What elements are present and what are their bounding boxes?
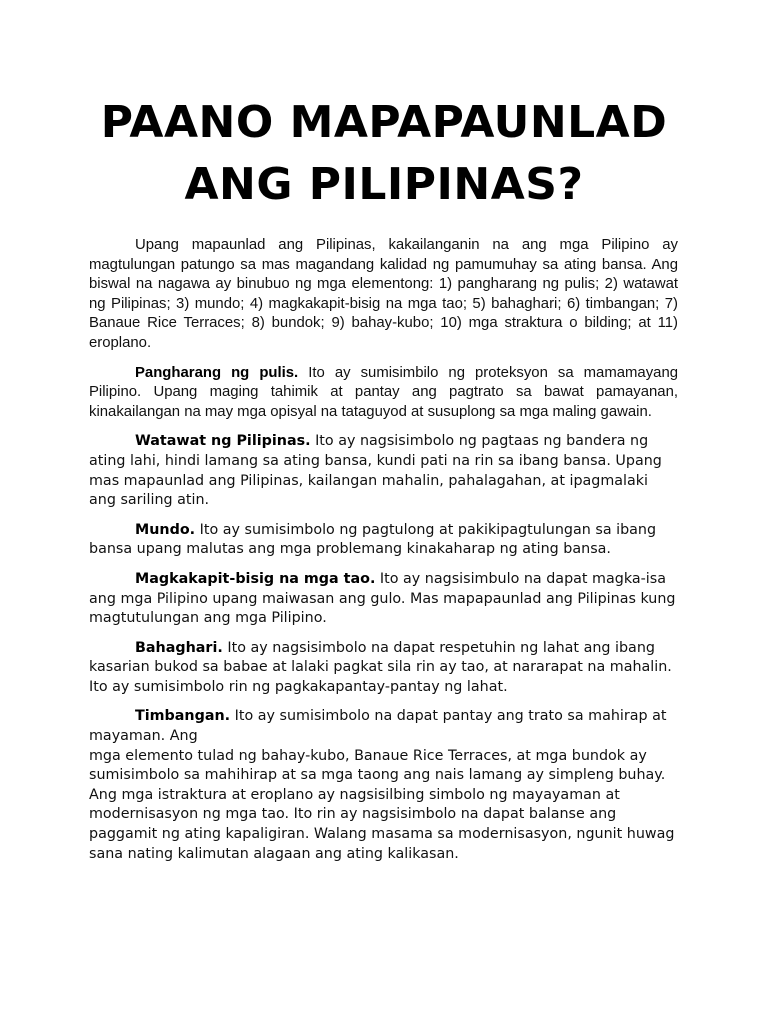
title-line-2: ANG PILIPINAS? bbox=[184, 159, 584, 210]
term-timbangan: Timbangan. bbox=[135, 708, 231, 725]
paragraph-pangharang-ng-pulis bbox=[89, 364, 678, 423]
text-mundo: Ito ay sumisimbolo ng pagtulong at pakikipagtulungan sa ibang bansa upang malutas ang mga problemang kinakaharap ng ating bansa. bbox=[89, 521, 657, 558]
term-watawat-ng-pilipinas: Watawat ng Pilipinas. bbox=[135, 433, 311, 450]
term-mundo: Mundo. bbox=[135, 521, 196, 538]
title-line-1: PAANO MAPAPAUNLAD bbox=[100, 97, 668, 148]
document-body bbox=[89, 236, 678, 864]
term-bahaghari: Bahaghari. bbox=[135, 639, 223, 656]
paragraph-watawat-ng-pilipinas bbox=[89, 432, 678, 510]
text-timbangan: Ito ay sumisimbolo na dapat pantay ang trato sa mahirap at mayaman. Ang bbox=[89, 708, 667, 745]
text-bahaghari: Ito ay nagsisimbolo na dapat respetuhin ng lahat ang ibang kasarian bukod sa babae at lalaki pagkat sila rin ay tao, at nararapat na mahalin. Ito ay sumisimbolo rin ng pagkakapantay-pantay ng lahat. bbox=[89, 639, 672, 695]
paragraph-timbangan-continuation: mga elemento tulad ng bahay-kubo, Banaue Rice Terraces, at mga bundok ay sumisimbolo sa mahihirap at sa mga taong ang nais lamang ay simpleng buhay. Ang mga istraktura at eroplano ay nagsisilbing simbolo ng mayayaman at modernisasyon ng mga tao. Ito rin ay nagsisimbolo na dapat balanse ang paggamit ng ating kapaligiran. Walang masama sa modernisasyon, ngunit huwag sana nating kalimutan alagaan ang ating kalikasan. bbox=[89, 747, 675, 862]
paragraph-magkakapit-bisig bbox=[89, 570, 678, 629]
intro-paragraph: Upang mapaunlad ang Pilipinas, kakailanganin na ang mga Pilipino ay magtulungan patungo sa mas magandang kalidad ng pamumuhay sa ating bansa. Ang biswal na nagawa ay binubuo ng mga elementong: 1) pangharang ng pulis; 2) watawat ng Pilipinas; 3) mundo; 4) magkakapit-bisig na mga tao; 5) bahaghari; 6) timbangan; 7) Banaue Rice Terraces; 8) bundok; 9) bahay-kubo; 10) mga straktura o bilding; at 11) eroplano. bbox=[89, 237, 678, 351]
paragraph-timbangan bbox=[89, 707, 678, 746]
term-pangharang-ng-pulis: Pangharang ng pulis. bbox=[135, 364, 299, 381]
text-watawat-ng-pilipinas: Ito ay nagsisimbolo ng pagtaas ng bandera ng ating lahi, hindi lamang sa ating bansa, kundi pati na rin sa ibang bansa. Upang mas mapaunlad ang Pilipinas, kailangan mahalin, pahalagahan, at ipagmalaki ang sariling atin. bbox=[89, 433, 662, 509]
document-title bbox=[0, 92, 768, 216]
paragraph-mundo bbox=[89, 521, 678, 560]
text-pangharang-ng-pulis: Ito ay sumisimbilo ng proteksyon sa mamamayang Pilipino. Upang maging tahimik at pantay ang pagtrato sa bawat pamayanan, kinakailangan na may mga opisyal na tataguyod at susuplong sa mga maling gawain. bbox=[89, 364, 679, 420]
term-magkakapit-bisig: Magkakapit-bisig na mga tao. bbox=[135, 570, 376, 587]
text-magkakapit-bisig: Ito ay nagsisimbulo na dapat magka-isa ang mga Pilipino upang maiwasan ang gulo. Mas mapapaunlad ang Pilipinas kung magtutulungan ang mga Pilipino. bbox=[89, 570, 676, 627]
paragraph-bahaghari bbox=[89, 639, 678, 698]
